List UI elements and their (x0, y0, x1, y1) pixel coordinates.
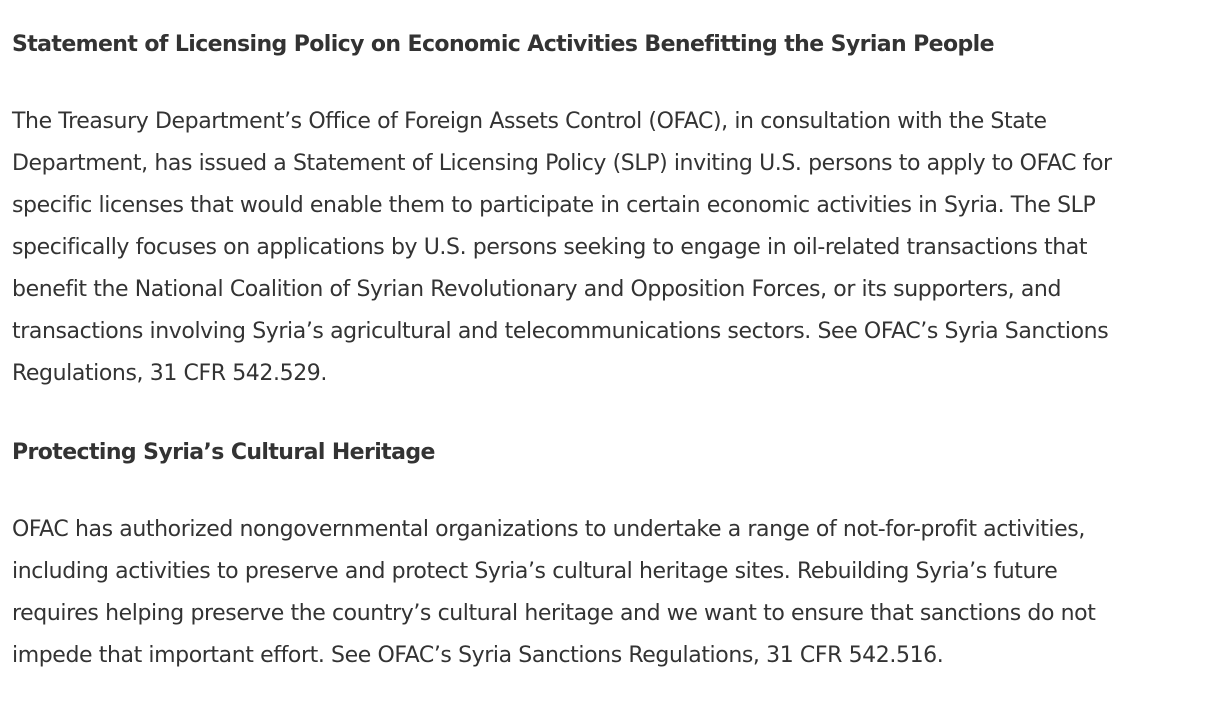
section-heading-licensing-policy: Statement of Licensing Policy on Economic Activities Benefitting the Syrian People (12, 32, 994, 57)
section-body-licensing-policy: The Treasury Department’s Office of Foreign Assets Control (OFAC), in consultation with the State Department, has issued a Statement of Licensing Policy (SLP) inviting U.S. persons to apply to OFAC for specific licenses that would enable them to participate in certain economic activities in Syria. The SLP specifically focuses on applications by U.S. persons seeking to engage in oil-related transactions that benefit the National Coalition of Syrian Revolutionary and Opposition Forces, or its supporters, and transactions involving Syria’s agricultural and telecommunications sectors. See OFAC’s Syria Sanctions Regulations, 31 CFR 542.529. (12, 109, 1112, 386)
section-body-cultural-heritage: OFAC has authorized nongovernmental organizations to undertake a range of not-for-profit activities, including activities to preserve and protect Syria’s cultural heritage sites. Rebuilding Syria’s future requires helping preserve the country’s cultural heritage and we want to ensure that sanctions do not impede that important effort. See OFAC’s Syria Sanctions Regulations, 31 CFR 542.516. (12, 517, 1096, 668)
section-heading-cultural-heritage: Protecting Syria’s Cultural Heritage (12, 440, 435, 465)
